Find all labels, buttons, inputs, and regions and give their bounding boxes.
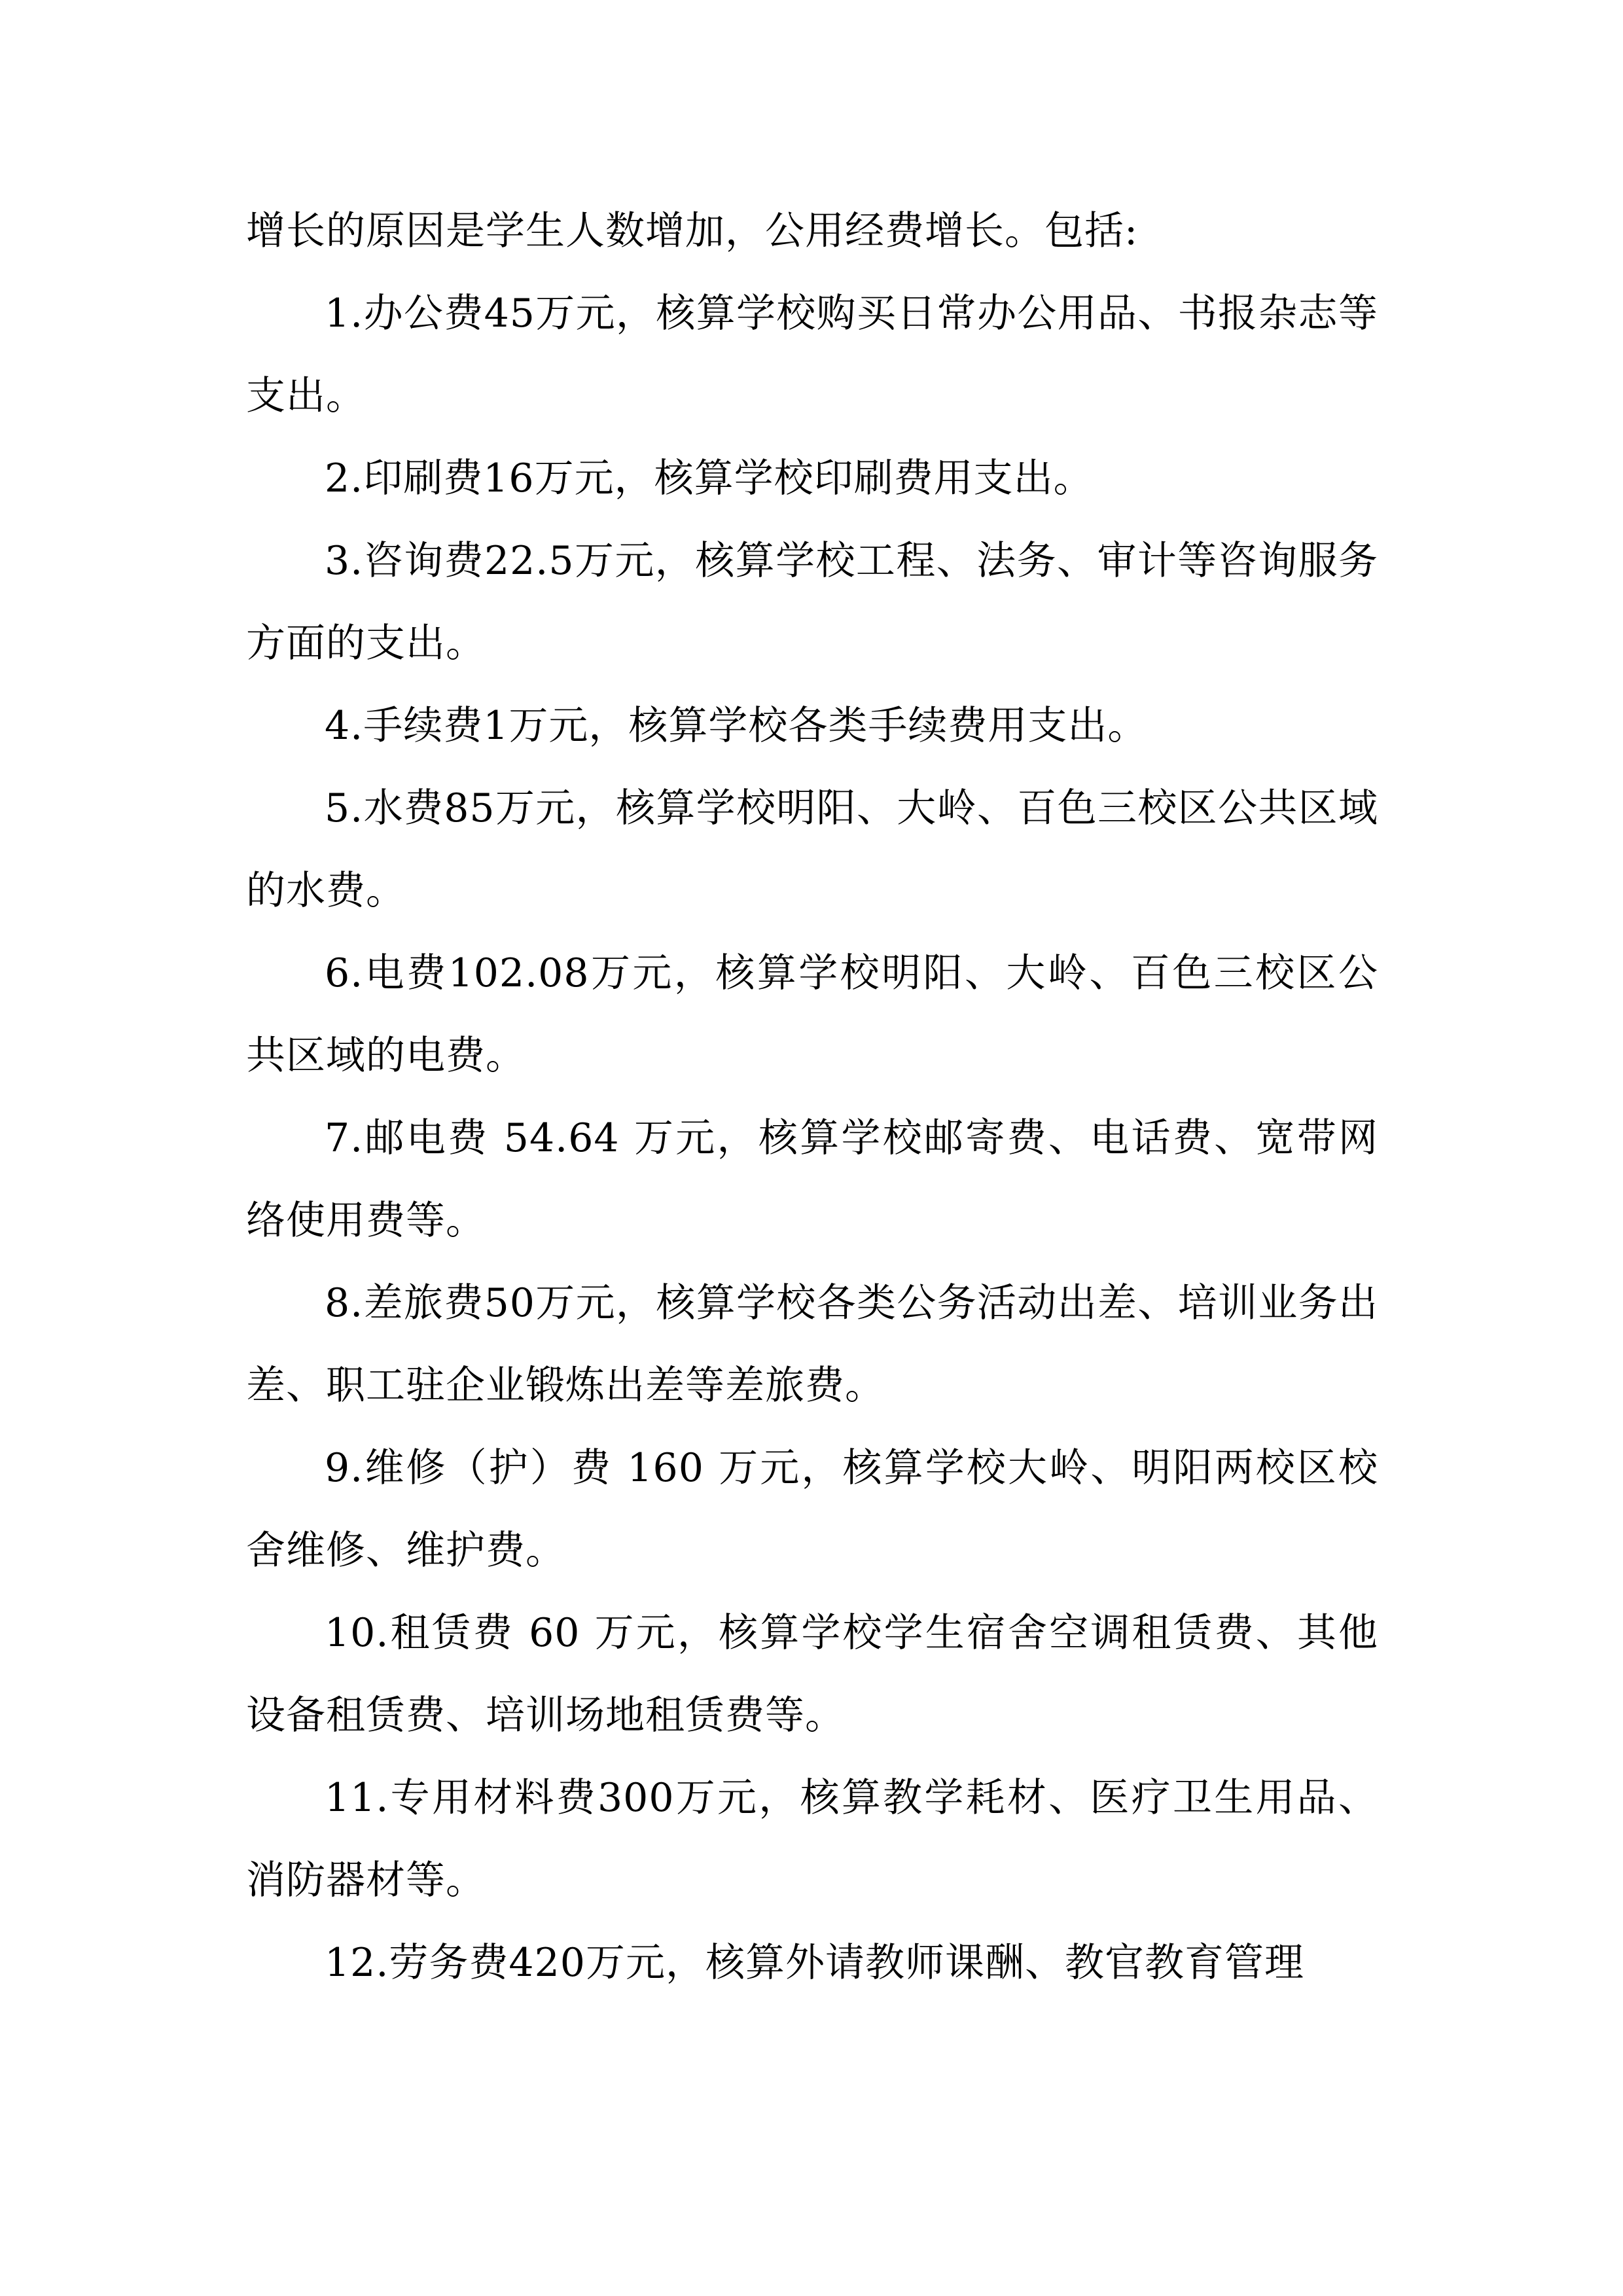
paragraph-item-9: 9.维修（护）费 160 万元，核算学校大岭、明阳两校区校舍维修、维护费。 (246, 1445, 1378, 1573)
paragraph-item-8: 8.差旅费50万元，核算学校各类公务活动出差、培训业务出差、职工驻企业锻炼出差等差旅费。 (246, 1280, 1378, 1408)
paragraph-item-6: 6.电费102.08万元，核算学校明阳、大岭、百色三校区公共区域的电费。 (246, 950, 1378, 1079)
body-text (246, 190, 1378, 2004)
paragraph-item-3: 3.咨询费22.5万元，核算学校工程、法务、审计等咨询服务方面的支出。 (246, 538, 1378, 666)
paragraph-item-2: 2.印刷费16万元，核算学校印刷费用支出。 (325, 456, 1094, 501)
paragraph-item-1: 1.办公费45万元，核算学校购买日常办公用品、书报杂志等支出。 (246, 291, 1378, 419)
paragraph-item-11: 11.专用材料费300万元，核算教学耗材、医疗卫生用品、消防器材等。 (246, 1775, 1378, 1903)
paragraph-intro: 增长的原因是学生人数增加，公用经费增长。包括: (246, 208, 1139, 254)
paragraph-item-5: 5.水费85万元，核算学校明阳、大岭、百色三校区公共区域的水费。 (246, 785, 1378, 914)
paragraph-item-7: 7.邮电费 54.64 万元，核算学校邮寄费、电话费、宽带网络使用费等。 (246, 1115, 1378, 1244)
paragraph-item-10: 10.租赁费 60 万元，核算学校学生宿舍空调租赁费、其他设备租赁费、培训场地租赁费等。 (246, 1610, 1378, 1738)
paragraph-item-12: 12.劳务费420万元，核算外请教师课酬、教官教育管理 (325, 1940, 1304, 1986)
paragraph-item-4: 4.手续费1万元，核算学校各类手续费用支出。 (325, 703, 1148, 749)
